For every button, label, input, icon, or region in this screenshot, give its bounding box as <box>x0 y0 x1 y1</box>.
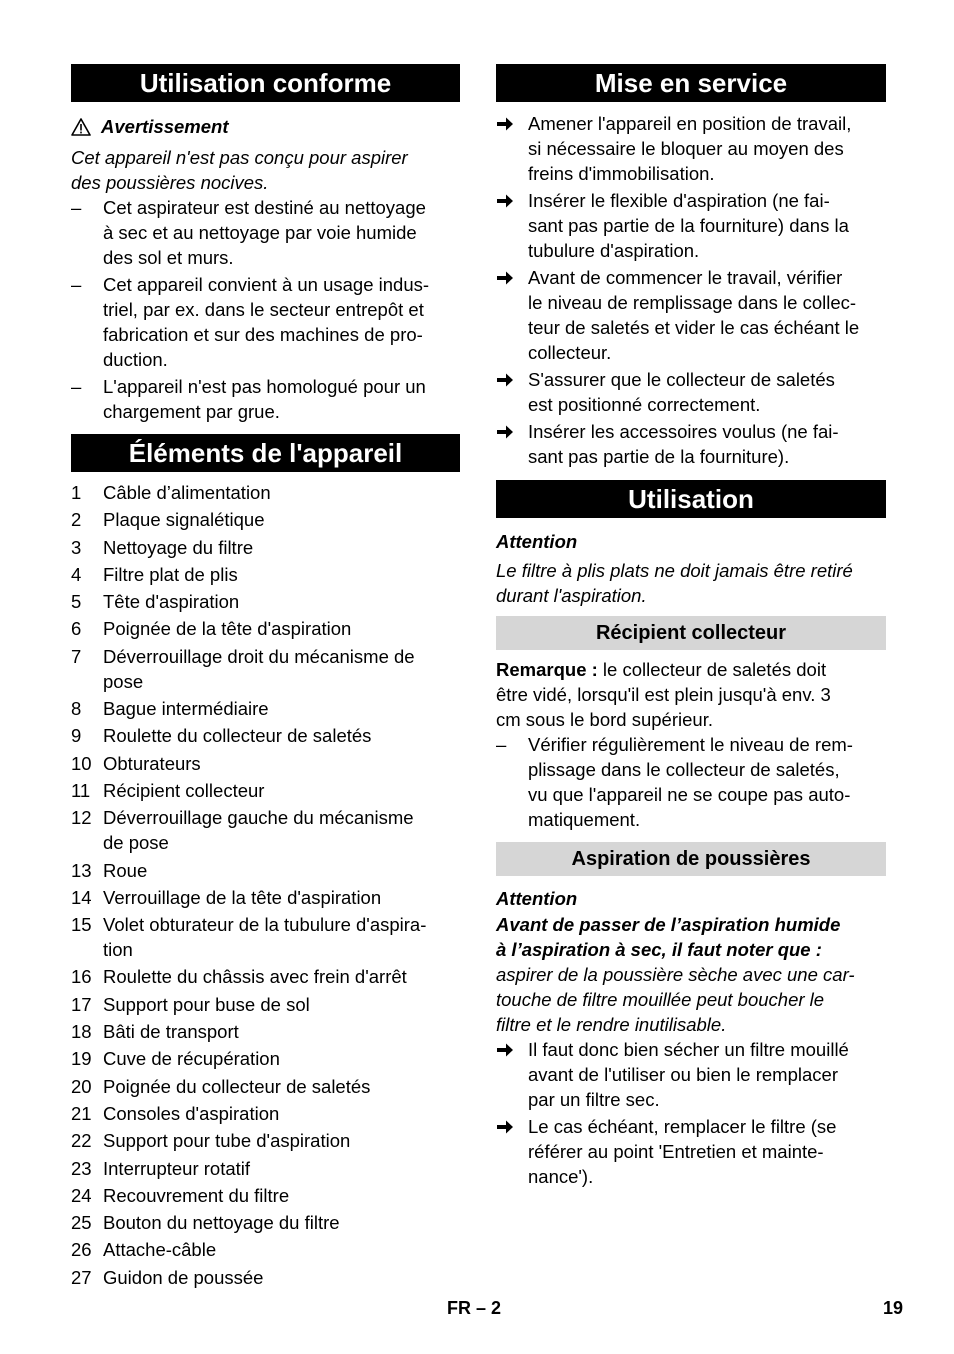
element-number: 23 <box>71 1157 92 1179</box>
remark-line <box>496 657 886 682</box>
remark-text: le collecteur de saletés doit <box>597 659 827 680</box>
element-list-item <box>71 1183 460 1208</box>
element-list-item <box>71 644 460 694</box>
instruction-line: Le cas échéant, remplacer le filtre (se <box>528 1116 837 1137</box>
footer-page-number: 19 <box>883 1298 904 1318</box>
list-item-line: duction. <box>103 349 168 370</box>
element-label: tion <box>103 939 133 961</box>
attention-bold-line: à l’aspiration à sec, il faut noter que : <box>496 939 822 960</box>
element-number: 7 <box>71 645 82 667</box>
list-item-line: triel, par ex. dans le secteur entrepôt et <box>103 299 424 320</box>
element-list-item <box>71 1046 460 1071</box>
warning-triangle-icon <box>71 118 91 136</box>
element-number: 18 <box>71 1021 92 1043</box>
element-label: Volet obturateur de la tubulure d'aspira- <box>103 914 427 936</box>
element-number: 21 <box>71 1102 92 1124</box>
instruction-item <box>496 419 886 469</box>
element-number: 24 <box>71 1184 92 1206</box>
instruction-line: S'assurer que le collecteur de saletés <box>528 369 835 390</box>
element-label: Tête d'aspiration <box>103 591 240 613</box>
list-item-line: matiquement. <box>528 809 641 830</box>
instruction-line: teur de saletés et vider le cas échéant le <box>528 317 860 338</box>
element-list-item <box>71 480 460 505</box>
element-list-item <box>71 912 460 962</box>
attention-line: Le filtre à plis plats ne doit jamais être retiré <box>496 560 853 581</box>
list-item <box>71 374 460 424</box>
instruction-line: avant de l'utiliser ou bien le remplacer <box>528 1064 838 1085</box>
warning-line: Cet appareil n'est pas conçu pour aspirer <box>71 147 408 168</box>
elements-list <box>71 480 460 1290</box>
element-number: 25 <box>71 1212 92 1234</box>
list-item-line: des sol et murs. <box>103 247 234 268</box>
element-label: Bague intermédiaire <box>103 698 269 720</box>
instruction-line: par un filtre sec. <box>528 1089 660 1110</box>
element-label: Consoles d'aspiration <box>103 1102 280 1124</box>
element-list-item <box>71 964 460 989</box>
list-item-line: Cet aspirateur est destiné au nettoyage <box>103 197 426 218</box>
element-list-item <box>71 751 460 776</box>
element-label: Interrupteur rotatif <box>103 1157 251 1179</box>
list-item <box>71 195 460 270</box>
element-number: 22 <box>71 1130 92 1152</box>
element-number: 5 <box>71 591 82 613</box>
element-number: 19 <box>71 1048 92 1070</box>
element-number: 8 <box>71 698 82 720</box>
element-number: 14 <box>71 886 92 908</box>
element-label: Bâti de transport <box>103 1021 239 1043</box>
list-item-line: L'appareil n'est pas homologué pour un <box>103 376 426 397</box>
attention-title: Attention <box>496 531 578 552</box>
element-list-item <box>71 507 460 532</box>
element-label: pose <box>103 670 144 692</box>
instruction-line: Il faut donc bien sécher un filtre mouillé <box>528 1039 849 1060</box>
element-number: 6 <box>71 618 82 640</box>
attention-line: filtre et le rendre inutilisable. <box>496 1014 727 1035</box>
subsection-title-recipient: Récipient collecteur <box>496 616 886 650</box>
element-number: 27 <box>71 1266 92 1288</box>
element-number: 16 <box>71 966 92 988</box>
instruction-item <box>496 367 886 417</box>
element-label: de pose <box>103 832 169 854</box>
element-list-item <box>71 1128 460 1153</box>
element-number: 9 <box>71 725 82 747</box>
list-item <box>71 272 460 372</box>
instruction-line: Insérer le flexible d'aspiration (ne fai- <box>528 190 830 211</box>
element-label: Guidon de poussée <box>103 1266 264 1288</box>
section-title-utilisation: Utilisation <box>496 480 886 518</box>
dash-bullet: – <box>71 274 82 295</box>
element-label: Nettoyage du filtre <box>103 536 254 558</box>
element-label: Roue <box>103 859 148 881</box>
warning-line: des poussières nocives. <box>71 172 269 193</box>
element-list-item <box>71 992 460 1017</box>
element-label: Poignée du collecteur de saletés <box>103 1075 371 1097</box>
instruction-item <box>496 1114 886 1189</box>
instruction-line: Insérer les accessoires voulus (ne fai- <box>528 421 839 442</box>
arrow-right-icon <box>496 1119 514 1135</box>
element-label: Verrouillage de la tête d'aspiration <box>103 886 382 908</box>
element-label: Déverrouillage gauche du mécanisme <box>103 807 414 829</box>
element-label: Récipient collecteur <box>103 779 265 801</box>
attention-line: durant l'aspiration. <box>496 585 647 606</box>
instruction-line: le niveau de remplissage dans le collec- <box>528 292 857 313</box>
element-label: Plaque signalétique <box>103 509 265 531</box>
instruction-line: est positionné correctement. <box>528 394 761 415</box>
element-label: Câble d’alimentation <box>103 482 271 503</box>
left-column <box>71 64 460 1292</box>
arrow-right-icon <box>496 372 514 388</box>
mise-en-service-list <box>496 111 886 469</box>
arrow-right-icon <box>496 116 514 132</box>
list-item-line: fabrication et sur des machines de pro- <box>103 324 423 345</box>
element-label: Poignée de la tête d'aspiration <box>103 618 352 640</box>
attention-line: touche de filtre mouillée peut boucher le <box>496 989 825 1010</box>
element-list-item <box>71 1019 460 1044</box>
instruction-item <box>496 1037 886 1112</box>
dash-bullet: – <box>71 376 82 397</box>
remark-line: être vidé, lorsqu'il est plein jusqu'à env. 3 <box>496 684 831 705</box>
list-item-line: plissage dans le collecteur de saletés, <box>528 759 840 780</box>
element-number: 15 <box>71 914 92 936</box>
element-label: Roulette du châssis avec frein d'arrêt <box>103 966 407 988</box>
instruction-line: Avant de commencer le travail, vérifier <box>528 267 843 288</box>
instruction-item <box>496 111 886 186</box>
arrow-right-icon <box>496 1042 514 1058</box>
list-item-line: chargement par grue. <box>103 401 280 422</box>
element-list-item <box>71 1101 460 1126</box>
element-number: 10 <box>71 752 92 774</box>
list-item-line: à sec et au nettoyage par voie humide <box>103 222 417 243</box>
remark-line: cm sous le bord supérieur. <box>496 709 713 730</box>
element-number: 2 <box>71 509 82 531</box>
element-list-item <box>71 1237 460 1262</box>
element-number: 3 <box>71 536 82 558</box>
element-list-item <box>71 805 460 855</box>
element-label: Support pour tube d'aspiration <box>103 1130 351 1152</box>
element-list-item <box>71 589 460 614</box>
instruction-line: collecteur. <box>528 342 612 363</box>
instruction-line: nance'). <box>528 1166 594 1187</box>
element-label: Roulette du collecteur de saletés <box>103 725 372 747</box>
instruction-line: sant pas partie de la fourniture) dans la <box>528 215 849 236</box>
element-number: 20 <box>71 1075 92 1097</box>
instruction-line: sant pas partie de la fourniture). <box>528 446 790 467</box>
element-list-item <box>71 723 460 748</box>
arrow-right-icon <box>496 193 514 209</box>
element-label: Cuve de récupération <box>103 1048 280 1070</box>
list-item-line: Vérifier régulièrement le niveau de rem- <box>528 734 853 755</box>
element-label: Attache-câble <box>103 1239 217 1261</box>
instruction-line: référer au point 'Entretien et mainte- <box>528 1141 824 1162</box>
element-number: 26 <box>71 1239 92 1261</box>
footer-section-label: FR – 2 <box>447 1298 502 1318</box>
section-title-utilisation-conforme: Utilisation conforme <box>71 64 460 102</box>
element-number: 12 <box>71 807 92 829</box>
attention-bold-line: Avant de passer de l’aspiration humide <box>496 914 841 935</box>
instruction-line: Amener l'appareil en position de travail, <box>528 113 852 134</box>
element-list-item <box>71 1156 460 1181</box>
dash-bullet: – <box>71 197 82 218</box>
element-list-item <box>71 696 460 721</box>
element-list-item <box>71 1210 460 1235</box>
element-list-item <box>71 778 460 803</box>
warning-heading <box>71 114 460 139</box>
aspiration-list <box>496 1037 886 1189</box>
instruction-item <box>496 188 886 263</box>
element-label: Déverrouillage droit du mécanisme de <box>103 645 415 667</box>
list-item-line: vu que l'appareil ne se coupe pas auto- <box>528 784 851 805</box>
element-label: Obturateurs <box>103 752 201 774</box>
attention-line: aspirer de la poussière sèche avec une car- <box>496 964 855 985</box>
element-label: Recouvrement du filtre <box>103 1184 290 1206</box>
element-label: Filtre plat de plis <box>103 563 238 585</box>
subsection-title-aspiration: Aspiration de poussières <box>496 842 886 876</box>
remark-label: Remarque : <box>496 659 598 680</box>
dash-bullet: – <box>496 734 507 755</box>
instruction-line: si nécessaire le bloquer au moyen des <box>528 138 844 159</box>
attention-title: Attention <box>496 888 578 909</box>
section-title-mise-en-service: Mise en service <box>496 64 886 102</box>
arrow-right-icon <box>496 424 514 440</box>
element-list-item <box>71 885 460 910</box>
element-list-item <box>71 1265 460 1290</box>
element-list-item <box>71 858 460 883</box>
element-number: 11 <box>71 779 91 801</box>
element-number: 13 <box>71 859 92 881</box>
right-column <box>496 64 886 1191</box>
arrow-right-icon <box>496 270 514 286</box>
element-list-item <box>71 616 460 641</box>
element-number: 17 <box>71 993 92 1015</box>
element-number: 1 <box>71 482 82 503</box>
element-number: 4 <box>71 563 82 585</box>
element-list-item <box>71 535 460 560</box>
warning-title: Avertissement <box>101 116 229 137</box>
list-item <box>496 732 886 832</box>
element-list-item <box>71 1074 460 1099</box>
instruction-line: freins d'immobilisation. <box>528 163 715 184</box>
element-label: Support pour buse de sol <box>103 993 310 1015</box>
instruction-line: tubulure d'aspiration. <box>528 240 700 261</box>
instruction-item <box>496 265 886 365</box>
list-item-line: Cet appareil convient à un usage indus- <box>103 274 430 295</box>
element-list-item <box>71 562 460 587</box>
section-title-elements: Éléments de l'appareil <box>71 434 460 472</box>
element-label: Bouton du nettoyage du filtre <box>103 1212 340 1234</box>
